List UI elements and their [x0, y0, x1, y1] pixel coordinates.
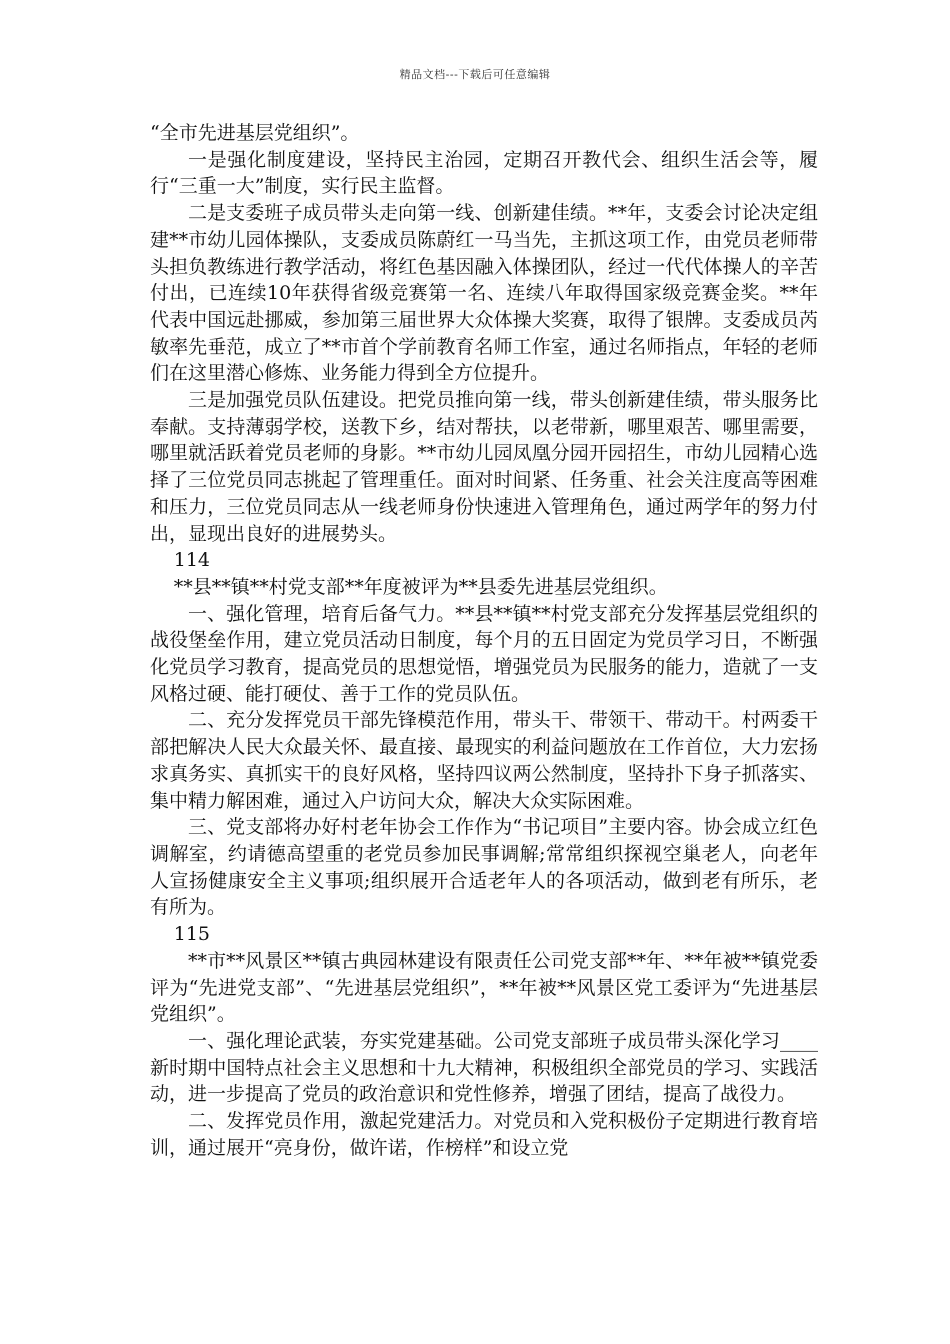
- paragraph-12: 二、发挥党员作用，激起党建活力。对党员和入党积极份子定期进行教育培训，通过展开“亮身份，做许诺，作榜样”和设立党: [150, 1110, 818, 1159]
- paragraph-7: 二、充分发挥党员干部先锋模范作用，带头干、带领干、带动干。村两委干部把解决人民大众最关怀、最直接、最现实的利益问题放在工作首位，大力宏扬求真务实、真抓实干的良好风格，坚持四议两公然制度，坚持扑下身子抓落实、集中精力解困难，通过入户访问大众，解决大众实际困难。: [150, 709, 818, 812]
- paragraph-3: 三是加强党员队伍建设。把党员推向第一线，带头创新建佳绩，带头服务比奉献。支持薄弱学校，送教下乡，结对帮扶，以老带新，哪里艰苦、哪里需要，哪里就活跃着党员老师的身影。**市幼儿园凤凰分园开园招生，市幼儿园精心选择了三位党员同志挑起了管理重任。面对时间紧、任务重、社会关注度高等困难和压力，三位党员同志从一线老师身份快速进入管理角色，通过两学年的努力付出，显现出良好的进展势头。: [150, 389, 818, 545]
- document-body: [150, 120, 818, 1161]
- paragraph-2: 二是支委班子成员带头走向第一线、创新建佳绩。**年，支委会讨论决定组建**市幼儿园体操队，支委成员陈蔚红一马当先，主抓这项工作，由党员老师带头担负教练进行教学活动，将红色基因融入体操团队，经过一代代体操人的辛苦付出，已连续10年获得省级竞赛第一名、连续八年取得国家级竞赛金奖。**年代表中国远赴挪威，参加第三届世界大众体操大奖赛，取得了银牌。支委成员芮敏率先垂范，成立了**市首个学前教育名师工作室，通过名师指点，年轻的老师们在这里潜心修炼、业务能力得到全方位提升。: [150, 202, 818, 385]
- paragraph-11: 一、强化理论武装，夯实党建基础。公司党支部班子成员带头深化学习____新时期中国特点社会主义思想和十九大精神，积极组织全部党员的学习、实践活动，进一步提高了党员的政治意识和党性修养，增强了团结，提高了战役力。: [150, 1029, 818, 1106]
- section-heading-115: **市**风景区**镇古典园林建设有限责任公司党支部**年、**年被**镇党委评为“先进党支部”、“先进基层党组织”，**年被**风景区党工委评为“先进基层党组织”。: [150, 949, 818, 1026]
- paragraph-6: 一、强化管理，培育后备气力。**县**镇**村党支部充分发挥基层党组织的战役堡垒作用，建立党员活动日制度，每个月的五日固定为党员学习日，不断强化党员学习教育，提高党员的思想觉悟，增强党员为民服务的能力，造就了一支风格过硬、能打硬仗、善于工作的党员队伍。: [150, 602, 818, 705]
- paragraph-1: 一是强化制度建设，坚持民主治园，定期召开教代会、组织生活会等，履行“三重一大”制度，实行民主监督。: [150, 148, 818, 198]
- section-heading-114: **县**镇**村党支部**年度被评为**县委先进基层党组织。: [173, 575, 668, 598]
- section-number-115: 115: [173, 923, 211, 946]
- paragraph-0: “全市先进基层党组织”。: [150, 122, 360, 144]
- paragraph-8: 三、党支部将办好村老年协会工作作为“书记项目”主要内容。协会成立红色调解室，约请德高望重的老党员参加民事调解;常常组织探视空巢老人，向老年人宣扬健康安全主义事项;组织展开合适老年人的各项活动，做到老有所乐，老有所为。: [150, 816, 818, 919]
- section-number-114: 114: [173, 549, 211, 572]
- page-header: 精品文档---下载后可任意编辑: [399, 68, 551, 81]
